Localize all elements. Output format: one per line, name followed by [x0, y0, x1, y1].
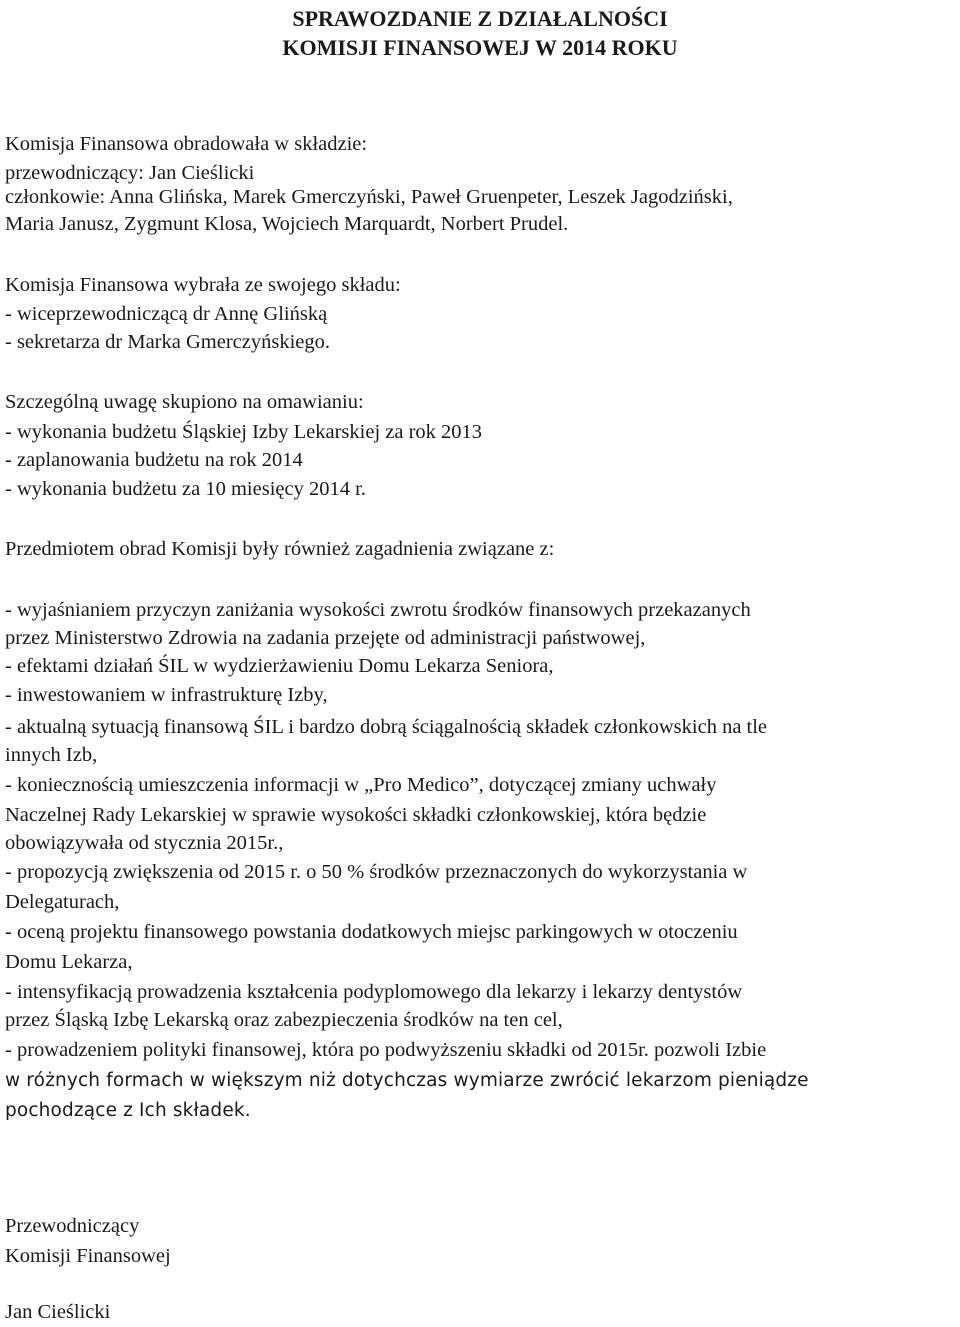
election-line: - wiceprzewodniczącą dr Annę Glińską [5, 303, 328, 325]
signature-name: Jan Cieślicki [5, 1301, 111, 1323]
topic-line: - koniecznością umieszczenia informacji w „Pro Medico”, dotyczącej zmiany uchwały [5, 774, 717, 796]
document-title-line-2: KOMISJI FINANSOWEJ W 2014 ROKU [282, 35, 678, 60]
topic-line: - wyjaśnianiem przyczyn zaniżania wysokości zwrotu środków finansowych przekazanych [5, 599, 751, 621]
topic-line: przez Śląską Izbę Lekarską oraz zabezpieczenia środków na ten cel, [5, 1009, 563, 1031]
focus-line: - wykonania budżetu za 10 miesięcy 2014 r. [5, 478, 366, 500]
topic-line: Domu Lekarza, [5, 951, 133, 973]
topic-line: - efektami działań ŚIL w wydzierżawieniu Domu Lekarza Seniora, [5, 655, 554, 677]
composition-line: Maria Janusz, Zygmunt Klosa, Wojciech Marquardt, Norbert Prudel. [5, 213, 569, 235]
composition-line: Komisja Finansowa obradowała w składzie: [5, 133, 368, 155]
document-title-line-1: SPRAWOZDANIE Z DZIAŁALNOŚCI [292, 6, 668, 31]
topic-line: - aktualną sytuacją finansową ŚIL i bardzo dobrą ściągalnością składek członkowskich na tle [5, 716, 768, 738]
topic-line: innych Izb, [5, 744, 98, 766]
topics-intro: Przedmiotem obrad Komisji były również zagadnienia związane z: [5, 538, 555, 560]
composition-line: członkowie: Anna Glińska, Marek Gmerczyński, Paweł Gruenpeter, Leszek Jagodziński, [5, 186, 733, 208]
topic-line: - prowadzeniem polityki finansowej, która po podwyższeniu składki od 2015r. pozwoli Izbie [5, 1039, 767, 1061]
signature-role-line-1: Przewodniczący [5, 1215, 140, 1237]
focus-line: - zaplanowania budżetu na rok 2014 [5, 449, 303, 471]
topic-line: - intensyfikacją prowadzenia kształcenia podyplomowego dla lekarzy i lekarzy dentystów [5, 981, 743, 1003]
focus-line: - wykonania budżetu Śląskiej Izby Lekarskiej za rok 2013 [5, 421, 483, 443]
topic-line: - oceną projektu finansowego powstania dodatkowych miejsc parkingowych w otoczeniu [5, 921, 738, 943]
election-line: - sekretarza dr Marka Gmerczyńskiego. [5, 331, 330, 353]
topic-line: - inwestowaniem w infrastrukturę Izby, [5, 684, 328, 706]
focus-line: Szczególną uwagę skupiono na omawianiu: [5, 391, 364, 413]
signature-role-line-2: Komisji Finansowej [5, 1245, 171, 1267]
topic-line: pochodzące z Ich składek. [5, 1100, 251, 1121]
election-line: Komisja Finansowa wybrała ze swojego składu: [5, 274, 401, 296]
composition-line: przewodniczący: Jan Cieślicki [5, 162, 255, 184]
topic-line: Delegaturach, [5, 891, 120, 913]
topic-line: przez Ministerstwo Zdrowia na zadania przejęte od administracji państwowej, [5, 627, 646, 649]
topic-line: Naczelnej Rady Lekarskiej w sprawie wysokości składki członkowskiej, która będzie [5, 804, 707, 826]
topic-line: obowiązywała od stycznia 2015r., [5, 832, 284, 854]
topic-line: - propozycją zwiększenia od 2015 r. o 50 % środków przeznaczonych do wykorzystania w [5, 861, 748, 883]
topic-line: w różnych formach w większym niż dotychczas wymiarze zwrócić lekarzom pieniądze [5, 1070, 809, 1091]
